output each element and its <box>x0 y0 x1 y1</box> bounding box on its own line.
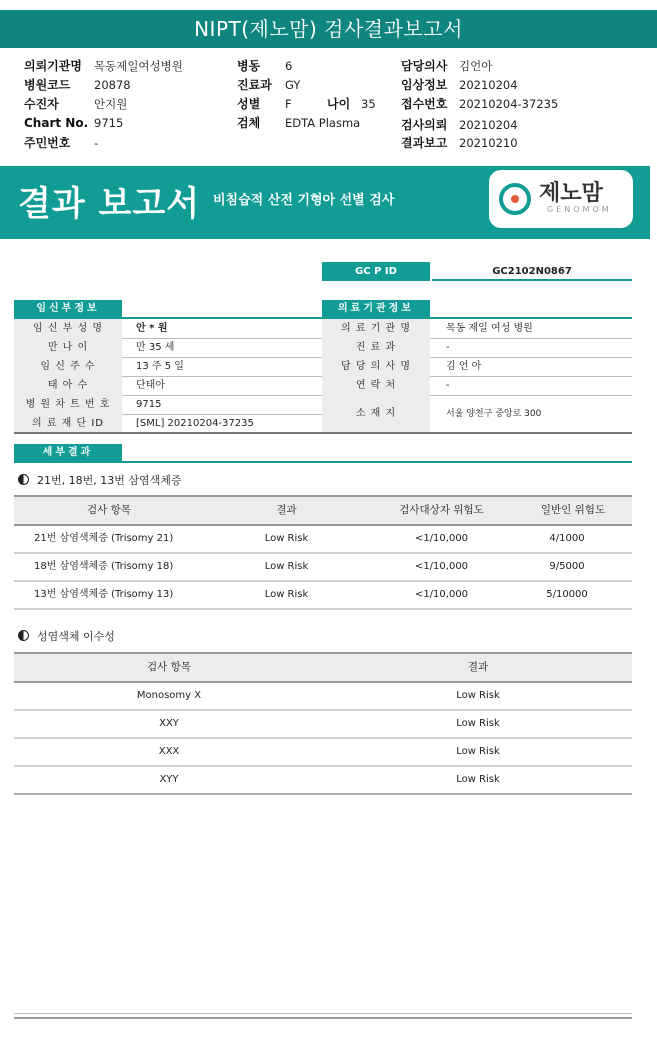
institution-row: 의 료 기 관 명 목동 제일 여성 병원 <box>322 319 632 339</box>
trisomy-table-header <box>14 495 632 526</box>
col-header: 일반인 위험도 <box>540 504 606 516</box>
gcp-id-value: GC2102N0867 <box>432 262 632 281</box>
dept-field: 진료과 GY <box>237 78 301 92</box>
report-title: NIPT(제노맘) 검사결과보고서 <box>0 10 657 48</box>
code-field: 병원코드 20878 <box>24 78 131 92</box>
header-info <box>0 54 657 164</box>
table-row: 18번 삼염색체증 (Trisomy 18) Low Risk <1/10,000 9/5000 <box>14 553 632 582</box>
pregnant-row: 임 신 부 성 명 안 * 원 <box>14 319 322 339</box>
sex-field: 성별 F <box>237 97 292 111</box>
pregnant-row: 의 료 재 단 ID [SML] 20210204-37235 <box>14 414 322 433</box>
gcp-id-label: GC P ID <box>322 262 430 281</box>
institution-row: 연 락 처 - <box>322 376 632 396</box>
table-row: XXY Low Risk <box>14 710 632 739</box>
institution-row: 소 재 지 서울 양천구 중앙로 300 <box>322 395 632 433</box>
institution-row: 진 료 과 - <box>322 338 632 358</box>
age-field: 나이 35 <box>327 97 376 111</box>
col-header: 결과 <box>467 661 489 673</box>
report-date-field: 결과보고 20210210 <box>401 136 518 150</box>
footer-rule <box>14 1017 632 1019</box>
sex-chrom-heading: 성염색체 이수성 <box>18 628 115 644</box>
institution-info-tab: 의료기관정보 <box>322 300 430 317</box>
table-row: XXX Low Risk <box>14 738 632 767</box>
table-row: 21번 삼염색체증 (Trisomy 21) Low Risk <1/10,000 4/1000 <box>14 525 632 554</box>
banner-subtitle: 비침습적 산전 기형아 선별 검사 <box>213 193 395 208</box>
logo-mark-icon <box>499 183 531 215</box>
pregnant-row: 임 신 주 수 13 주 5 일 <box>14 357 322 377</box>
table-row: Monosomy X Low Risk <box>14 682 632 711</box>
pregnant-row: 태 아 수 단태아 <box>14 376 322 396</box>
table-row: 13번 삼염색체증 (Trisomy 13) Low Risk <1/10,000 5/10000 <box>14 581 632 610</box>
hospital-field: 의뢰기관명 목동제일여성병원 <box>24 59 183 73</box>
banner-title: 결과 보고서 <box>18 184 201 224</box>
genomom-logo: 제노맘 GENOMOM <box>489 170 633 228</box>
table-row: XYY Low Risk <box>14 766 632 795</box>
recipient-field: 수진자 안지원 <box>24 97 128 111</box>
ssn-field: 주민번호 - <box>24 136 99 150</box>
sex-chrom-table-header <box>14 652 632 683</box>
detail-results-tab: 세부결과 <box>14 444 122 461</box>
institution-row: 담 당 의 사 명 김 언 아 <box>322 357 632 377</box>
col-header: 검사 항목 <box>147 661 191 673</box>
half-circle-icon <box>18 474 29 485</box>
col-header: 검사대상자 위험도 <box>399 504 484 516</box>
doctor-field: 담당의사 김언아 <box>401 59 493 73</box>
pregnant-info-tab: 임신부정보 <box>14 300 122 317</box>
request-field: 검사의뢰 20210204 <box>401 118 518 132</box>
trisomy-heading: 21번, 18번, 13번 삼염색체증 <box>18 472 181 488</box>
footer-rule <box>14 1013 632 1014</box>
pregnant-row: 만 나 이 만 35 세 <box>14 338 322 358</box>
col-header: 결과 <box>276 504 297 516</box>
col-header: 검사 항목 <box>87 504 131 516</box>
half-circle-icon <box>18 630 29 641</box>
detail-results-line <box>14 461 632 463</box>
chart-field: Chart No. 9715 <box>24 116 124 130</box>
specimen-field: 검체 EDTA Plasma <box>237 116 361 130</box>
clinical-field: 임상정보 20210204 <box>401 78 518 92</box>
ward-field: 병동 6 <box>237 59 293 73</box>
result-banner <box>0 166 650 239</box>
pregnant-row: 병 원 차 트 번 호 9715 <box>14 395 322 415</box>
info-bottom-rule <box>14 432 632 434</box>
receipt-field: 접수번호 20210204-37235 <box>401 97 559 111</box>
